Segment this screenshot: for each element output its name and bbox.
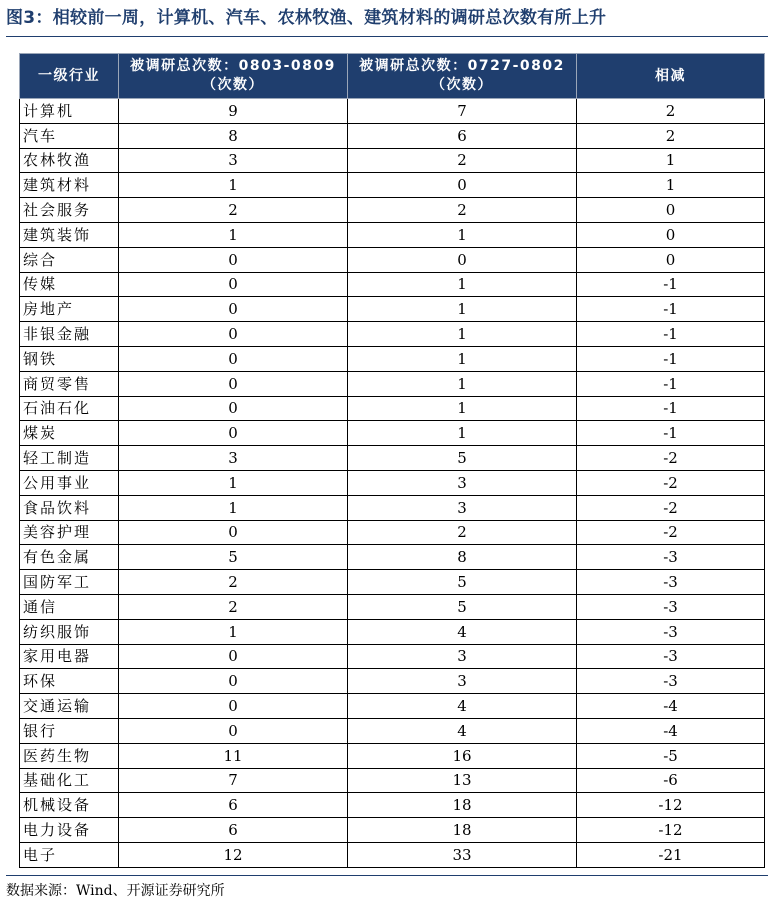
table-row	[20, 718, 765, 743]
count-current-cell: 0	[119, 421, 348, 446]
count-previous-cell: 5	[348, 446, 577, 471]
count-current-cell: 0	[119, 644, 348, 669]
table-row	[20, 297, 765, 322]
industry-cell: 汽车	[20, 123, 119, 148]
table-row	[20, 594, 765, 619]
count-current-cell: 0	[119, 297, 348, 322]
count-current-cell: 0	[119, 520, 348, 545]
count-previous-cell: 16	[348, 743, 577, 768]
industry-cell: 煤炭	[20, 421, 119, 446]
count-current-cell: 3	[119, 446, 348, 471]
table-row	[20, 148, 765, 173]
count-current-cell: 0	[119, 669, 348, 694]
industry-cell: 国防军工	[20, 570, 119, 595]
count-current-cell: 8	[119, 123, 348, 148]
table-row	[20, 396, 765, 421]
count-previous-cell: 4	[348, 619, 577, 644]
count-previous-cell: 1	[348, 346, 577, 371]
count-previous-cell: 4	[348, 718, 577, 743]
difference-cell: -3	[577, 570, 765, 595]
table-row	[20, 247, 765, 272]
table-row	[20, 272, 765, 297]
industry-cell: 传媒	[20, 272, 119, 297]
difference-cell: -2	[577, 520, 765, 545]
difference-cell: -3	[577, 669, 765, 694]
figure-title: 图3：相较前一周，计算机、汽车、农林牧渔、建筑材料的调研总次数有所上升	[6, 8, 607, 28]
count-previous-cell: 2	[348, 520, 577, 545]
industry-cell: 美容护理	[20, 520, 119, 545]
count-previous-cell: 3	[348, 470, 577, 495]
difference-cell: -1	[577, 322, 765, 347]
header-difference: 相减	[577, 54, 765, 99]
difference-cell: -1	[577, 371, 765, 396]
difference-cell: 2	[577, 99, 765, 124]
count-previous-cell: 1	[348, 371, 577, 396]
difference-cell: -4	[577, 694, 765, 719]
table-row	[20, 545, 765, 570]
table-row	[20, 371, 765, 396]
table-row	[20, 495, 765, 520]
difference-cell: -2	[577, 446, 765, 471]
table-row	[20, 842, 765, 867]
difference-cell: -2	[577, 495, 765, 520]
header-count-0803-0809: 被调研总次数：0803-0809（次数）	[119, 54, 348, 99]
count-previous-cell: 1	[348, 272, 577, 297]
count-previous-cell: 8	[348, 545, 577, 570]
table-row	[20, 123, 765, 148]
industry-cell: 建筑材料	[20, 173, 119, 198]
difference-cell: -12	[577, 793, 765, 818]
difference-cell: -5	[577, 743, 765, 768]
count-current-cell: 0	[119, 694, 348, 719]
table-row	[20, 173, 765, 198]
difference-cell: -6	[577, 768, 765, 793]
count-previous-cell: 2	[348, 148, 577, 173]
industry-cell: 家用电器	[20, 644, 119, 669]
title-divider	[6, 36, 768, 37]
count-current-cell: 1	[119, 619, 348, 644]
count-previous-cell: 3	[348, 644, 577, 669]
count-current-cell: 1	[119, 173, 348, 198]
table-row	[20, 322, 765, 347]
count-current-cell: 3	[119, 148, 348, 173]
industry-cell: 交通运输	[20, 694, 119, 719]
table-row	[20, 222, 765, 247]
count-previous-cell: 5	[348, 594, 577, 619]
industry-cell: 基础化工	[20, 768, 119, 793]
count-current-cell: 1	[119, 470, 348, 495]
count-current-cell: 0	[119, 247, 348, 272]
industry-cell: 商贸零售	[20, 371, 119, 396]
count-previous-cell: 6	[348, 123, 577, 148]
count-current-cell: 2	[119, 594, 348, 619]
difference-cell: -2	[577, 470, 765, 495]
industry-cell: 银行	[20, 718, 119, 743]
table-row	[20, 644, 765, 669]
industry-cell: 纺织服饰	[20, 619, 119, 644]
count-current-cell: 5	[119, 545, 348, 570]
table-row	[20, 470, 765, 495]
industry-cell: 建筑装饰	[20, 222, 119, 247]
industry-cell: 医药生物	[20, 743, 119, 768]
difference-cell: 0	[577, 247, 765, 272]
difference-cell: -1	[577, 272, 765, 297]
count-current-cell: 0	[119, 718, 348, 743]
table-row	[20, 421, 765, 446]
count-current-cell: 0	[119, 371, 348, 396]
difference-cell: 0	[577, 198, 765, 223]
count-previous-cell: 7	[348, 99, 577, 124]
count-current-cell: 0	[119, 346, 348, 371]
difference-cell: -1	[577, 421, 765, 446]
industry-cell: 食品饮料	[20, 495, 119, 520]
table-row	[20, 520, 765, 545]
count-previous-cell: 5	[348, 570, 577, 595]
count-current-cell: 0	[119, 272, 348, 297]
count-current-cell: 1	[119, 495, 348, 520]
table-row	[20, 743, 765, 768]
count-previous-cell: 0	[348, 247, 577, 272]
table-row	[20, 570, 765, 595]
difference-cell: -3	[577, 619, 765, 644]
industry-cell: 农林牧渔	[20, 148, 119, 173]
count-current-cell: 12	[119, 842, 348, 867]
difference-cell: 1	[577, 148, 765, 173]
count-current-cell: 6	[119, 818, 348, 843]
industry-cell: 社会服务	[20, 198, 119, 223]
source-divider	[6, 875, 768, 876]
industry-cell: 通信	[20, 594, 119, 619]
industry-table	[19, 53, 765, 868]
count-current-cell: 6	[119, 793, 348, 818]
industry-cell: 电子	[20, 842, 119, 867]
table-row	[20, 619, 765, 644]
table-row	[20, 99, 765, 124]
count-current-cell: 0	[119, 396, 348, 421]
count-previous-cell: 1	[348, 396, 577, 421]
industry-cell: 机械设备	[20, 793, 119, 818]
count-current-cell: 2	[119, 198, 348, 223]
count-previous-cell: 4	[348, 694, 577, 719]
count-previous-cell: 3	[348, 495, 577, 520]
industry-cell: 石油石化	[20, 396, 119, 421]
count-current-cell: 1	[119, 222, 348, 247]
count-previous-cell: 18	[348, 793, 577, 818]
count-previous-cell: 1	[348, 297, 577, 322]
industry-cell: 计算机	[20, 99, 119, 124]
difference-cell: -3	[577, 594, 765, 619]
table-row	[20, 669, 765, 694]
industry-cell: 钢铁	[20, 346, 119, 371]
difference-cell: 2	[577, 123, 765, 148]
industry-cell: 公用事业	[20, 470, 119, 495]
source-note: 数据来源：Wind、开源证券研究所	[6, 883, 225, 899]
count-current-cell: 11	[119, 743, 348, 768]
difference-cell: 1	[577, 173, 765, 198]
count-current-cell: 0	[119, 322, 348, 347]
count-previous-cell: 2	[348, 198, 577, 223]
count-previous-cell: 1	[348, 421, 577, 446]
header-row	[20, 54, 765, 99]
difference-cell: -12	[577, 818, 765, 843]
difference-cell: -1	[577, 297, 765, 322]
industry-cell: 电力设备	[20, 818, 119, 843]
count-previous-cell: 1	[348, 222, 577, 247]
industry-cell: 综合	[20, 247, 119, 272]
count-previous-cell: 18	[348, 818, 577, 843]
industry-cell: 房地产	[20, 297, 119, 322]
industry-cell: 轻工制造	[20, 446, 119, 471]
header-industry: 一级行业	[20, 54, 119, 99]
difference-cell: -1	[577, 346, 765, 371]
count-current-cell: 9	[119, 99, 348, 124]
table-row	[20, 198, 765, 223]
table-row	[20, 818, 765, 843]
count-previous-cell: 33	[348, 842, 577, 867]
count-current-cell: 2	[119, 570, 348, 595]
difference-cell: 0	[577, 222, 765, 247]
count-previous-cell: 3	[348, 669, 577, 694]
table-row	[20, 694, 765, 719]
header-count-0727-0802: 被调研总次数：0727-0802（次数）	[348, 54, 577, 99]
industry-cell: 非银金融	[20, 322, 119, 347]
industry-cell: 有色金属	[20, 545, 119, 570]
difference-cell: -21	[577, 842, 765, 867]
count-previous-cell: 13	[348, 768, 577, 793]
industry-cell: 环保	[20, 669, 119, 694]
difference-cell: -4	[577, 718, 765, 743]
table-body	[20, 99, 765, 868]
table-row	[20, 768, 765, 793]
difference-cell: -1	[577, 396, 765, 421]
difference-cell: -3	[577, 644, 765, 669]
count-previous-cell: 1	[348, 322, 577, 347]
table-row	[20, 446, 765, 471]
count-previous-cell: 0	[348, 173, 577, 198]
difference-cell: -3	[577, 545, 765, 570]
count-current-cell: 7	[119, 768, 348, 793]
table-row	[20, 346, 765, 371]
table-row	[20, 793, 765, 818]
